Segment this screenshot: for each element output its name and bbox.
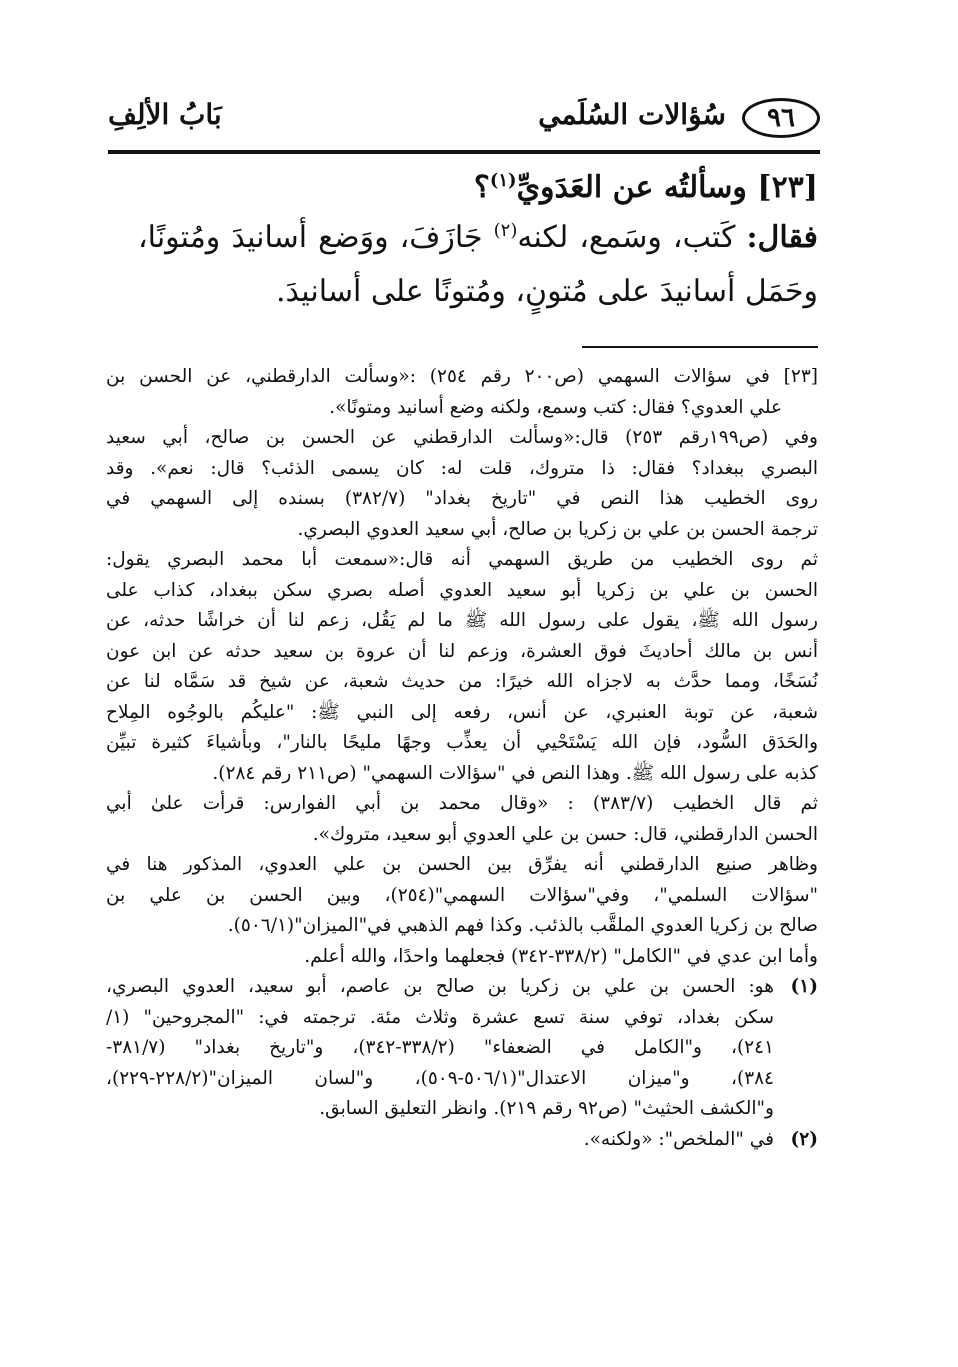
answer-text-b: جَازَفَ، ووَضع أسانيدَ ومُتونًا،: [138, 220, 483, 255]
note-23-para-6: [106, 942, 818, 973]
page-number-badge: [742, 98, 820, 138]
note-line: رسول الله ﷺ، يقول على رسول الله ﷺ ما لم يَقُل، زعم لنا أن خراشًا حدثه، عن: [106, 610, 818, 631]
note-line: كذبه على رسول الله ﷺ. وهذا النص في "سؤالات السهمي" (ص٢١١ رقم ٢٨٤).: [212, 762, 818, 784]
note-23-para-3: [106, 545, 818, 789]
note-line: الحسن الدارقطني، قال: حسن بن علي العدوي أبو سعيد، متروك».: [312, 823, 818, 845]
note-line: صالح بن زكريا العدوي الملقَّب بالذئب. وكذا فهم الذهبي في"الميزان"(٥٠٦/١).: [227, 915, 818, 936]
header-rule: [108, 150, 820, 154]
footnote-1-body: [106, 972, 774, 1125]
note-line: وظاهر صنيع الدارقطني أنه يفرِّق بين الحسن بن علي العدوي، المذكور هنا في: [106, 854, 818, 875]
question-mark: ؟: [473, 170, 490, 205]
note-23-para-2: [106, 423, 818, 545]
note-line: البصري ببغداد؟ فقال: ذا متروك، قلت له: كان يسمى الذئب؟ قال: نعم». وقد: [106, 457, 818, 479]
page-header: [108, 88, 820, 150]
footnote-separator: [582, 346, 818, 348]
entry-question: وسألتُه عن العَدَويِّ: [516, 170, 747, 205]
note-23-para-5: [106, 850, 818, 942]
note-line: "سؤالات السلمي"، وفي"سؤالات السهمي"(٢٥٤)، وبين الحسن بن علي بن: [106, 884, 818, 906]
note-line: وفي (ص١٩٩رقم ٢٥٣) قال:«وسألت الدارقطني عن الحسن بن صالح، أبي سعيد: [106, 427, 818, 448]
note-line: علي العدوي؟ فقال: كتب وسمع، ولكنه وضع أسانيد ومتونًا».: [329, 396, 782, 418]
answer-line-2: وحَمَل أسانيدَ على مُتونٍ، ومُتونًا على أسانيدَ.: [276, 274, 818, 309]
main-text: [138, 165, 818, 319]
footnote-ref-1[interactable]: (١): [489, 170, 517, 191]
note-line: وأما ابن عدي في "الكامل" (٣٣٨/٢-٣٤٢) فجعلهما واحدًا، والله أعلم.: [304, 945, 818, 967]
entry-heading: [138, 165, 818, 211]
note-line: [٢٣] في سؤالات السهمي (ص٢٠٠ رقم ٢٥٤) :«وسألت الدارقطني، عن الحسن بن: [106, 366, 818, 387]
footnote-2-mark: (٢): [790, 1128, 818, 1150]
note-line: ثم روى الخطيب من طريق السهمي أنه قال:«سمعت أبا محمد البصري يقول:: [106, 549, 818, 570]
answer-text-a: كَتب، وسَمع، لكنه: [517, 220, 736, 255]
footnote-1: [106, 972, 818, 1125]
note-line: سكن بغداد، توفي سنة تسع عشرة وثلاث مئة. ترجمته في: "المجروحين" (١/: [106, 1006, 774, 1028]
note-23-para-4: [106, 789, 818, 850]
note-line: نُسَخًا، ومما حدَّث به لاجزاه الله خيرًا: من حديث شعبة، عن شيخ قد سَمَّاه لنا عن: [106, 671, 818, 692]
footnote-ref-2[interactable]: (٢): [493, 220, 518, 241]
chapter-title: بَابُ الألِفِ: [108, 98, 222, 131]
note-line: الحسن بن علي بن زكريا أبو سعيد العدوي أصله بصري سكن ببغداد، كذاب على: [106, 579, 818, 601]
note-line: في "الملخص": «ولكنه».: [583, 1128, 774, 1150]
answer-line-1: [138, 211, 818, 265]
note-line: ٣٨٤)، و"ميزان الاعتدال"(٥٠٦/١-٥٠٩)، و"لسان الميزان"(٢٢٨/٢-٢٢٩)،: [106, 1067, 774, 1089]
note-line: و"الكشف الحثيث" (ص٩٢ رقم ٢١٩). وانظر التعليق السابق.: [319, 1098, 774, 1119]
note-line: روى الخطيب هذا النص في "تاريخ بغداد" (٣٨٢/٧) بسنده إلى السهمي في: [106, 488, 818, 509]
note-line: والحَدَق السُّود، فإن الله يَسْتَحْيي أن يعذِّب وجهًا مليحًا بالنار"، وبأشياءَ كثيرة تبيِّن: [106, 732, 818, 753]
note-line: ٢٤١)، و"الكامل في الضعفاء" (٣٣٨/٢-٣٤٢)، و"تاريخ بغداد" (٣٨١/٧-: [106, 1037, 774, 1058]
footnote-2-body: [106, 1125, 774, 1156]
note-line: شعبة، عن توبة العنبري، عن أنس، رفعه إلى النبي ﷺ: "عليكُم بالوجُوه المِلاح: [106, 701, 818, 723]
note-line: ترجمة الحسن بن علي بن زكريا بن صالح، أبي سعيد العدوي البصري.: [297, 518, 818, 540]
note-23-para-1: [106, 362, 818, 423]
note-line: هو: الحسن بن علي بن زكريا بن صالح بن عاصم، أبو سعيد، العدوي البصري،: [106, 976, 774, 997]
note-line: ثم قال الخطيب (٣٨٣/٧) : «وقال محمد بن أبي الفوارس: قرأت علىٰ أبي: [106, 793, 818, 814]
note-line: أنس بن مالك أحاديثَ فوق العشرة، وزعم لنا أن عروة بن سعيد حدثه عن ابن عون: [106, 640, 818, 662]
page-number: ٩٦: [767, 103, 795, 133]
book-title: سُؤالات السُلَمي: [538, 98, 726, 131]
footnotes: [106, 362, 818, 1155]
footnote-2: [106, 1125, 818, 1156]
footnote-1-mark: (١): [790, 976, 818, 997]
answer-label: فقال:: [746, 220, 818, 255]
entry-number: [٢٣]: [757, 170, 818, 205]
